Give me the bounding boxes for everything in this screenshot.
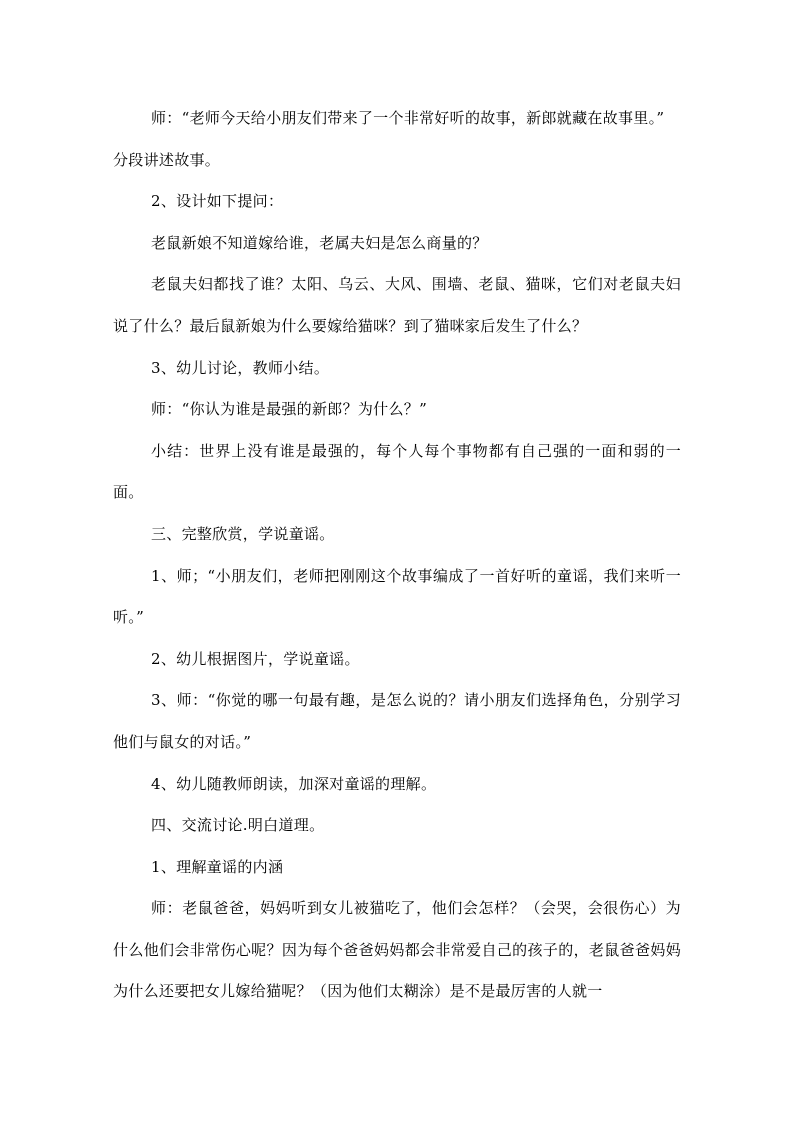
- paragraph: 2、设计如下提问：: [151, 192, 284, 211]
- document-body: [113, 98, 681, 1013]
- paragraph: 2、幼儿根据图片，学说童谣。: [151, 649, 360, 668]
- paragraph: 1、理解童谣的内涵: [151, 857, 284, 876]
- paragraph: 3、幼儿讨论，教师小结。: [151, 358, 330, 377]
- paragraph: 师：“你认为谁是最强的新郎？为什么？”: [151, 400, 428, 419]
- paragraph: 小结：世界上没有谁是最强的，每个人每个事物都有自己强的一面和弱的一面。: [113, 441, 681, 502]
- paragraph: 师：“老师今天给小朋友们带来了一个非常好听的故事，新郎就藏在故事里。”: [151, 109, 665, 127]
- paragraph: 分段讲述故事。: [113, 150, 221, 169]
- paragraph: 3、师：“你觉的哪一句最有趣，是怎么说的？请小朋友们选择角色，分别学习他们与鼠女的对话。”: [113, 691, 681, 751]
- paragraph: 四、交流讨论.明白道理。: [151, 816, 325, 835]
- paragraph: 师：老鼠爸爸，妈妈听到女儿被猫吃了，他们会怎样？（会哭，会很伤心）为什么他们会非常伤心呢？因为每个爸爸妈妈都会非常爱自己的孩子的，老鼠爸爸妈妈为什么还要把女儿嫁给猫呢？（因为他们太糊涂）是不是最厉害的人就一: [113, 899, 681, 1001]
- paragraph: 4、幼儿随教师朗读，加深对童谣的理解。: [151, 774, 437, 793]
- paragraph: 老鼠新娘不知道嫁给谁，老属夫妇是怎么商量的？: [151, 233, 488, 252]
- paragraph: 三、完整欣赏，学说童谣。: [151, 524, 335, 543]
- paragraph: 老鼠夫妇都找了谁？太阳、乌云、大风、围墙、老鼠、猫咪，它们对老鼠夫妇说了什么？最后鼠新娘为什么要嫁给猫咪？到了猫咪家后发生了什么？: [113, 275, 681, 335]
- paragraph: 1、师；“小朋友们，老师把刚刚这个故事编成了一首好听的童谣，我们来听一听。”: [113, 566, 681, 627]
